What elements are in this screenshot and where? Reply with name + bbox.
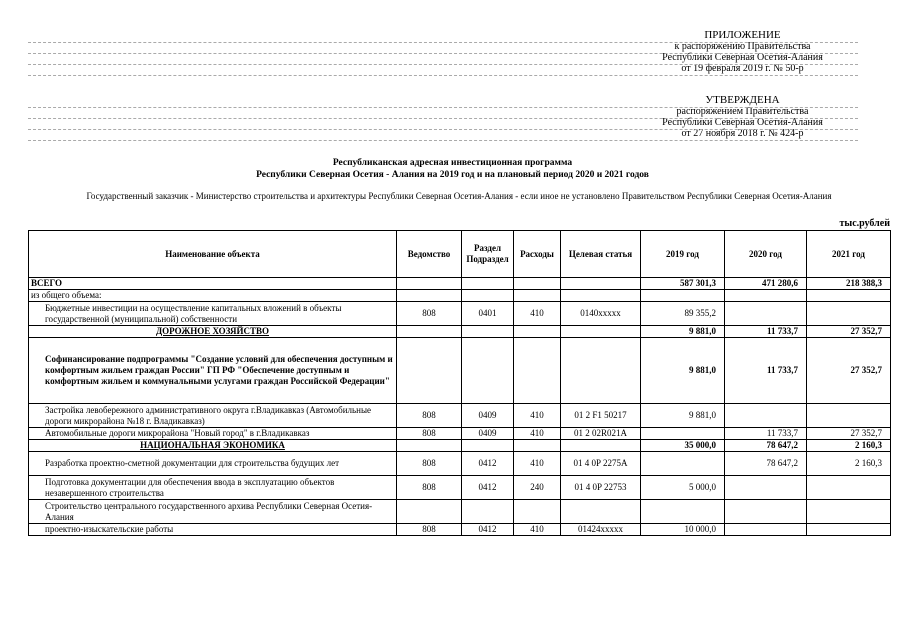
rule-line: [28, 42, 858, 43]
program-title-1: Республиканская адресная инвестиционная программа: [332, 158, 573, 168]
cell-2021: [807, 302, 891, 326]
rule-line: [28, 129, 858, 130]
cell-name: Застройка левобережного административного округа г.Владикавказ (Автомобильные дороги микрорайона №18 г. Владикавказ): [29, 404, 397, 428]
appendix-line-1: к распоряжению Правительства: [674, 41, 811, 52]
header-dept: Ведомство: [397, 231, 462, 278]
cell-dept: 808: [397, 452, 462, 476]
cell-2019: [641, 290, 725, 302]
cell-2020: [725, 524, 807, 536]
cell-2019: 9 881,0: [641, 338, 725, 404]
table-row: [29, 428, 891, 440]
cell-section: 0409: [462, 404, 514, 428]
cell-expense: 410: [514, 524, 561, 536]
cell-2021: [807, 500, 891, 524]
cell-target: [561, 500, 641, 524]
cell-2019: 587 301,3: [641, 278, 725, 290]
cell-target: 0140xxxxx: [561, 302, 641, 326]
cell-2021: [807, 404, 891, 428]
cell-2020: 11 733,7: [725, 428, 807, 440]
cell-dept: [397, 326, 462, 338]
cell-section: 0412: [462, 476, 514, 500]
cell-2020: [725, 302, 807, 326]
rule-line: [28, 107, 858, 108]
cell-target: [561, 290, 641, 302]
cell-target: 01 4 0P 2275A: [561, 452, 641, 476]
cell-2019: 10 000,0: [641, 524, 725, 536]
cell-dept: 808: [397, 476, 462, 500]
units-label: тыс.рублей: [839, 218, 890, 229]
cell-2021: 27 352,7: [807, 326, 891, 338]
cell-2019: 9 881,0: [641, 326, 725, 338]
cell-section: 0412: [462, 524, 514, 536]
cell-2020: 11 733,7: [725, 338, 807, 404]
rule-line: [28, 75, 858, 76]
cell-2020: 78 647,2: [725, 452, 807, 476]
cell-expense: 410: [514, 428, 561, 440]
cell-2019: 35 000,0: [641, 440, 725, 452]
appendix-line-3: от 19 февраля 2019 г. № 50-р: [681, 63, 804, 74]
cell-name: Строительство центрального государственного архива Республики Северная Осетия-Алания: [29, 500, 397, 524]
approved-line-3: от 27 ноября 2018 г. № 424-р: [681, 128, 804, 139]
cell-expense: [514, 338, 561, 404]
cell-dept: [397, 278, 462, 290]
appendix-line-2: Республики Северная Осетия-Алания: [662, 52, 823, 63]
cell-2019: 9 881,0: [641, 404, 725, 428]
header-section: Раздел Подраздел: [462, 231, 514, 278]
cell-section: [462, 338, 514, 404]
header-expense: Расходы: [514, 231, 561, 278]
cell-name: проектно-изыскательские работы: [29, 524, 397, 536]
table-row-section: [29, 440, 891, 452]
cell-name: НАЦИОНАЛЬНАЯ ЭКОНОМИКА: [29, 440, 397, 452]
table-row: [29, 452, 891, 476]
cell-target: 01424xxxxx: [561, 524, 641, 536]
appendix-title: ПРИЛОЖЕНИЕ: [704, 29, 781, 41]
rule-line: [28, 140, 858, 141]
cell-2019: 5 000,0: [641, 476, 725, 500]
cell-2021: [807, 524, 891, 536]
table-row: [29, 476, 891, 500]
table-header-row: [29, 231, 891, 278]
cell-expense: [514, 500, 561, 524]
cell-dept: [397, 440, 462, 452]
table-row-total: [29, 278, 891, 290]
cell-target: [561, 278, 641, 290]
cell-dept: [397, 338, 462, 404]
approved-block: [620, 95, 865, 139]
cell-target: 01 2 02R021A: [561, 428, 641, 440]
cell-expense: [514, 278, 561, 290]
cell-name: ВСЕГО: [29, 278, 397, 290]
cell-dept: 808: [397, 404, 462, 428]
table-row: [29, 290, 891, 302]
state-customer: Государственный заказчик - Министерство строительства и архитектуры Республики Северная Осетия-Алания - если иное не установлено Правительством Республики Северная Осетия-Алания: [86, 191, 832, 201]
cell-2021: 218 388,3: [807, 278, 891, 290]
cell-2021: 2 160,3: [807, 452, 891, 476]
investment-table: [28, 230, 891, 536]
cell-section: [462, 500, 514, 524]
header-2019: 2019 год: [641, 231, 725, 278]
cell-target: [561, 326, 641, 338]
cell-name: ДОРОЖНОЕ ХОЗЯЙСТВО: [29, 326, 397, 338]
appendix-block: [620, 30, 865, 74]
header-2021: 2021 год: [807, 231, 891, 278]
header-2020: 2020 год: [725, 231, 807, 278]
cell-name: Подготовка документации для обеспечения ввода в эксплуатацию объектов незавершенного строительства: [29, 476, 397, 500]
rule-line: [28, 53, 858, 54]
cell-section: 0409: [462, 428, 514, 440]
cell-section: [462, 290, 514, 302]
table-row: [29, 338, 891, 404]
cell-2020: [725, 476, 807, 500]
cell-section: [462, 278, 514, 290]
cell-2021: [807, 476, 891, 500]
cell-section: 0401: [462, 302, 514, 326]
header-target: Целевая статья: [561, 231, 641, 278]
table-row: [29, 404, 891, 428]
cell-dept: 808: [397, 302, 462, 326]
cell-2021: 2 160,3: [807, 440, 891, 452]
cell-section: [462, 440, 514, 452]
cell-expense: [514, 440, 561, 452]
cell-2020: [725, 500, 807, 524]
cell-2021: [807, 290, 891, 302]
approved-line-1: распоряжением Правительства: [676, 106, 809, 117]
cell-section: 0412: [462, 452, 514, 476]
table-row: [29, 524, 891, 536]
cell-dept: 808: [397, 428, 462, 440]
cell-section: [462, 326, 514, 338]
cell-expense: 410: [514, 302, 561, 326]
cell-expense: 410: [514, 404, 561, 428]
table-row-section: [29, 326, 891, 338]
approved-title: УТВЕРЖДЕНА: [705, 94, 780, 106]
table-row: [29, 302, 891, 326]
cell-target: [561, 440, 641, 452]
rule-line: [28, 64, 858, 65]
cell-dept: [397, 290, 462, 302]
cell-target: 01 4 0P 22753: [561, 476, 641, 500]
cell-2019: [641, 500, 725, 524]
header-name: Наименование объекта: [29, 231, 397, 278]
cell-expense: 240: [514, 476, 561, 500]
cell-2020: 11 733,7: [725, 326, 807, 338]
cell-dept: [397, 500, 462, 524]
cell-name: Автомобильные дороги микрорайона "Новый город" в г.Владикавказ: [29, 428, 397, 440]
cell-expense: [514, 290, 561, 302]
cell-dept: 808: [397, 524, 462, 536]
cell-target: [561, 338, 641, 404]
cell-name: Разработка проектно-сметной документации для строительства будущих лет: [29, 452, 397, 476]
cell-2019: [641, 428, 725, 440]
rule-line: [28, 118, 858, 119]
cell-2020: 78 647,2: [725, 440, 807, 452]
cell-2020: [725, 404, 807, 428]
cell-name: из общего объема:: [29, 290, 397, 302]
table-row: [29, 500, 891, 524]
cell-expense: [514, 326, 561, 338]
cell-2020: [725, 290, 807, 302]
cell-name: Бюджетные инвестиции на осуществление капитальных вложений в объекты государственной (муниципальной) собственности: [29, 302, 397, 326]
cell-2021: 27 352,7: [807, 428, 891, 440]
cell-target: 01 2 F1 50217: [561, 404, 641, 428]
program-title-2: Республики Северная Осетия - Алания на 2019 год и на плановый период 2020 и 2021 годов: [256, 170, 649, 180]
cell-name: Софинансирование подпрограммы "Создание условий для обеспечения доступным и комфортным жильем граждан России" ГП РФ "Обеспечение доступным и комфортным жильем и коммунальными услугами граждан Российской Федерации": [29, 338, 397, 404]
cell-expense: 410: [514, 452, 561, 476]
approved-line-2: Республики Северная Осетия-Алания: [662, 117, 823, 128]
cell-2019: 89 355,2: [641, 302, 725, 326]
cell-2020: 471 280,6: [725, 278, 807, 290]
cell-2019: [641, 452, 725, 476]
cell-2021: 27 352,7: [807, 338, 891, 404]
